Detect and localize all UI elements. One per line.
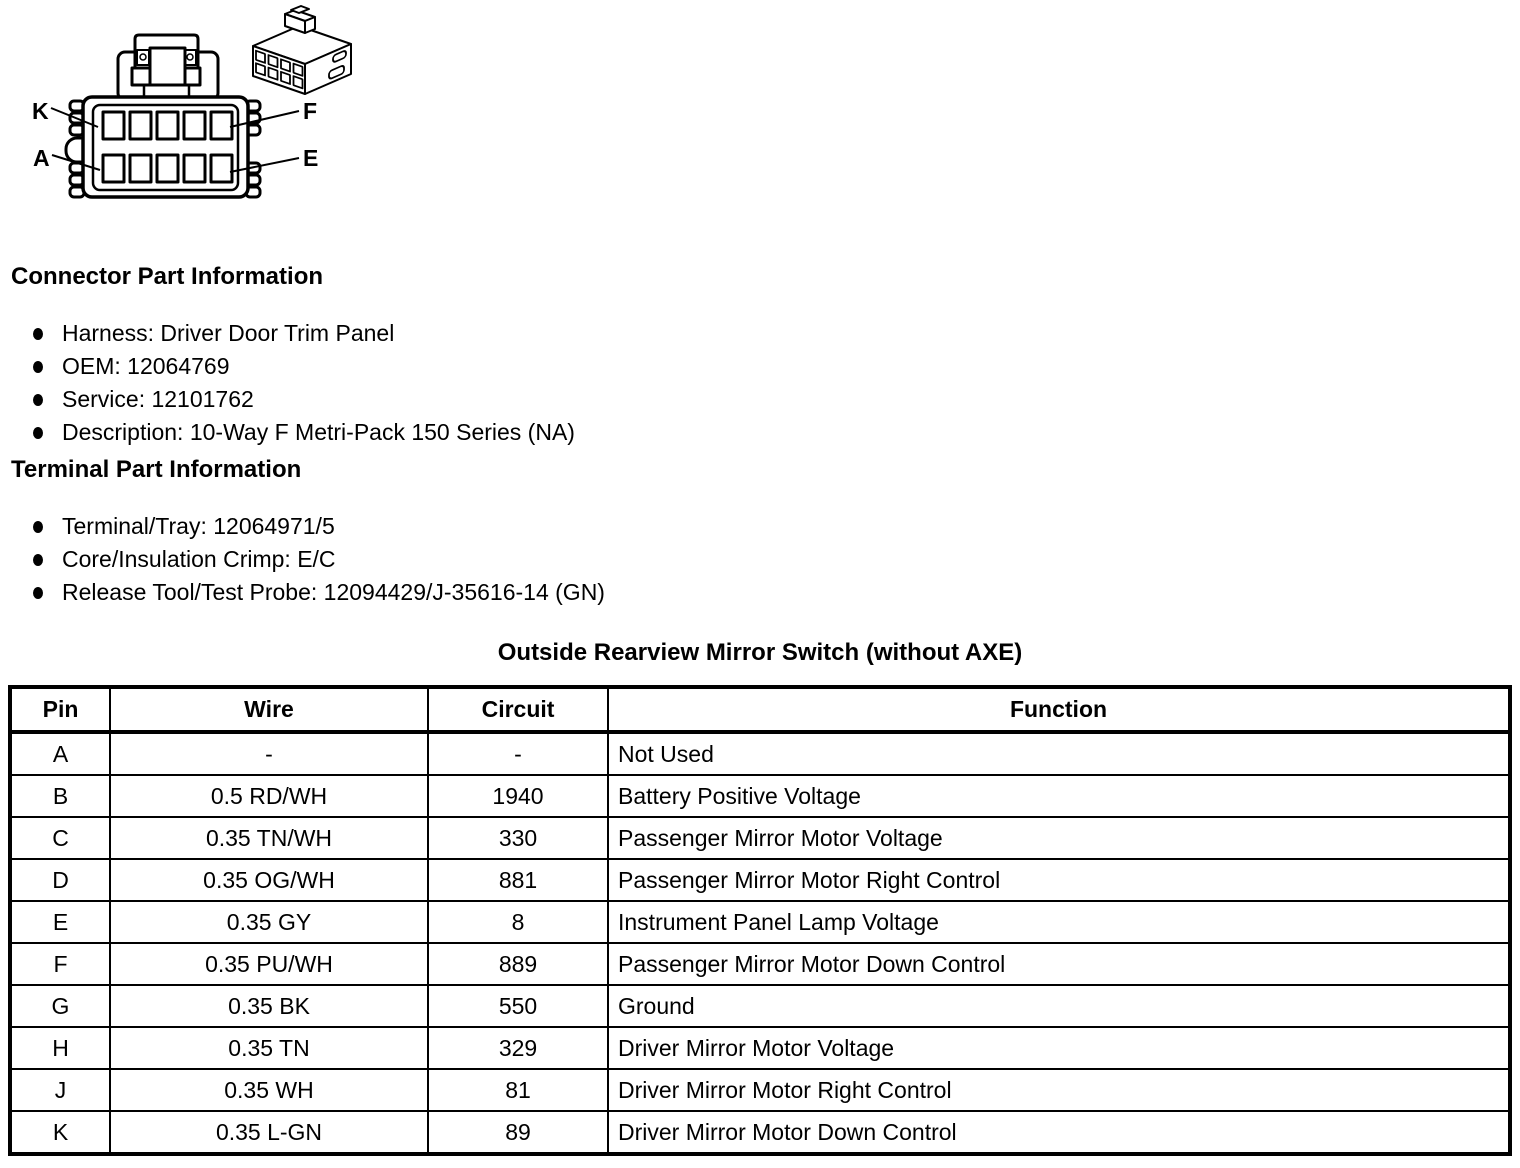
bullet-text: Service: 12101762 xyxy=(62,386,254,412)
pin-cell: D xyxy=(10,859,110,901)
connector-latch xyxy=(118,35,218,100)
circuit-cell: 330 xyxy=(428,817,608,859)
function-cell: Battery Positive Voltage xyxy=(608,775,1510,817)
function-cell: Instrument Panel Lamp Voltage xyxy=(608,901,1510,943)
function-cell: Ground xyxy=(608,985,1510,1027)
function-cell: Not Used xyxy=(608,732,1510,775)
wire-cell: 0.35 L-GN xyxy=(110,1111,428,1154)
bullet-icon xyxy=(33,394,43,406)
pin-cell: J xyxy=(10,1069,110,1111)
bullet-icon xyxy=(33,521,43,533)
header-pin: Pin xyxy=(10,687,110,732)
header-function: Function xyxy=(608,687,1510,732)
bullet-text: Terminal/Tray: 12064971/5 xyxy=(62,513,335,539)
header-circuit: Circuit xyxy=(428,687,608,732)
connector-isometric-illustration xyxy=(245,0,360,100)
pinout-table xyxy=(8,685,1512,1156)
pin-label-a: A xyxy=(33,145,50,171)
bullet-text: Core/Insulation Crimp: E/C xyxy=(62,546,336,572)
function-cell: Passenger Mirror Motor Down Control xyxy=(608,943,1510,985)
function-cell: Driver Mirror Motor Right Control xyxy=(608,1069,1510,1111)
table-row xyxy=(10,1069,1510,1111)
wire-cell: 0.35 TN xyxy=(110,1027,428,1069)
wire-cell: 0.35 TN/WH xyxy=(110,817,428,859)
circuit-cell: 550 xyxy=(428,985,608,1027)
pin-cell: E xyxy=(10,901,110,943)
list-item xyxy=(0,576,1520,609)
circuit-cell: 329 xyxy=(428,1027,608,1069)
circuit-cell: 889 xyxy=(428,943,608,985)
bullet-icon xyxy=(33,328,43,340)
function-cell: Passenger Mirror Motor Voltage xyxy=(608,817,1510,859)
header-wire: Wire xyxy=(110,687,428,732)
pin-cell: H xyxy=(10,1027,110,1069)
table-row xyxy=(10,817,1510,859)
wire-cell: 0.5 RD/WH xyxy=(110,775,428,817)
function-cell: Driver Mirror Motor Voltage xyxy=(608,1027,1510,1069)
terminal-part-info-list xyxy=(0,510,1520,609)
pin-cell: A xyxy=(10,732,110,775)
list-item xyxy=(0,350,1520,383)
pin-cell: C xyxy=(10,817,110,859)
list-item xyxy=(0,317,1520,350)
bullet-icon xyxy=(33,361,43,373)
circuit-cell: - xyxy=(428,732,608,775)
bullet-icon xyxy=(33,427,43,439)
circuit-cell: 89 xyxy=(428,1111,608,1154)
wire-cell: 0.35 GY xyxy=(110,901,428,943)
pin-cell: K xyxy=(10,1111,110,1154)
pin-cell: G xyxy=(10,985,110,1027)
table-row xyxy=(10,1027,1510,1069)
bullet-text: Release Tool/Test Probe: 12094429/J-35616-14 (GN) xyxy=(62,579,605,605)
list-item xyxy=(0,543,1520,576)
pinout-table-body xyxy=(10,732,1510,1154)
pin-cell: B xyxy=(10,775,110,817)
circuit-cell: 8 xyxy=(428,901,608,943)
wire-cell: - xyxy=(110,732,428,775)
wire-cell: 0.35 PU/WH xyxy=(110,943,428,985)
table-row xyxy=(10,1111,1510,1154)
list-item xyxy=(0,510,1520,543)
table-row xyxy=(10,943,1510,985)
wire-cell: 0.35 BK xyxy=(110,985,428,1027)
table-row xyxy=(10,985,1510,1027)
list-item xyxy=(0,383,1520,416)
table-header-row xyxy=(10,687,1510,732)
circuit-cell: 881 xyxy=(428,859,608,901)
pin-label-e: E xyxy=(303,145,319,171)
bullet-icon xyxy=(33,554,43,566)
circuit-cell: 1940 xyxy=(428,775,608,817)
function-cell: Passenger Mirror Motor Right Control xyxy=(608,859,1510,901)
bullet-text: OEM: 12064769 xyxy=(62,353,230,379)
table-row xyxy=(10,775,1510,817)
list-item xyxy=(0,416,1520,449)
wire-cell: 0.35 OG/WH xyxy=(110,859,428,901)
table-row xyxy=(10,732,1510,775)
circuit-cell: 81 xyxy=(428,1069,608,1111)
pin-label-k: K xyxy=(32,98,49,124)
bullet-icon xyxy=(33,587,43,599)
bullet-text: Harness: Driver Door Trim Panel xyxy=(62,320,395,346)
bullet-text: Description: 10-Way F Metri-Pack 150 Series (NA) xyxy=(62,419,575,445)
pin-cell: F xyxy=(10,943,110,985)
function-cell: Driver Mirror Motor Down Control xyxy=(608,1111,1510,1154)
pin-label-f: F xyxy=(303,98,318,124)
table-row xyxy=(10,859,1510,901)
table-row xyxy=(10,901,1510,943)
connector-part-info-list xyxy=(0,317,1520,449)
connector-part-info-heading: Connector Part Information xyxy=(11,263,324,290)
connector-figure xyxy=(0,0,1520,240)
table-title: Outside Rearview Mirror Switch (without AXE) xyxy=(497,639,1023,666)
terminal-part-info-heading: Terminal Part Information xyxy=(11,456,302,483)
wire-cell: 0.35 WH xyxy=(110,1069,428,1111)
